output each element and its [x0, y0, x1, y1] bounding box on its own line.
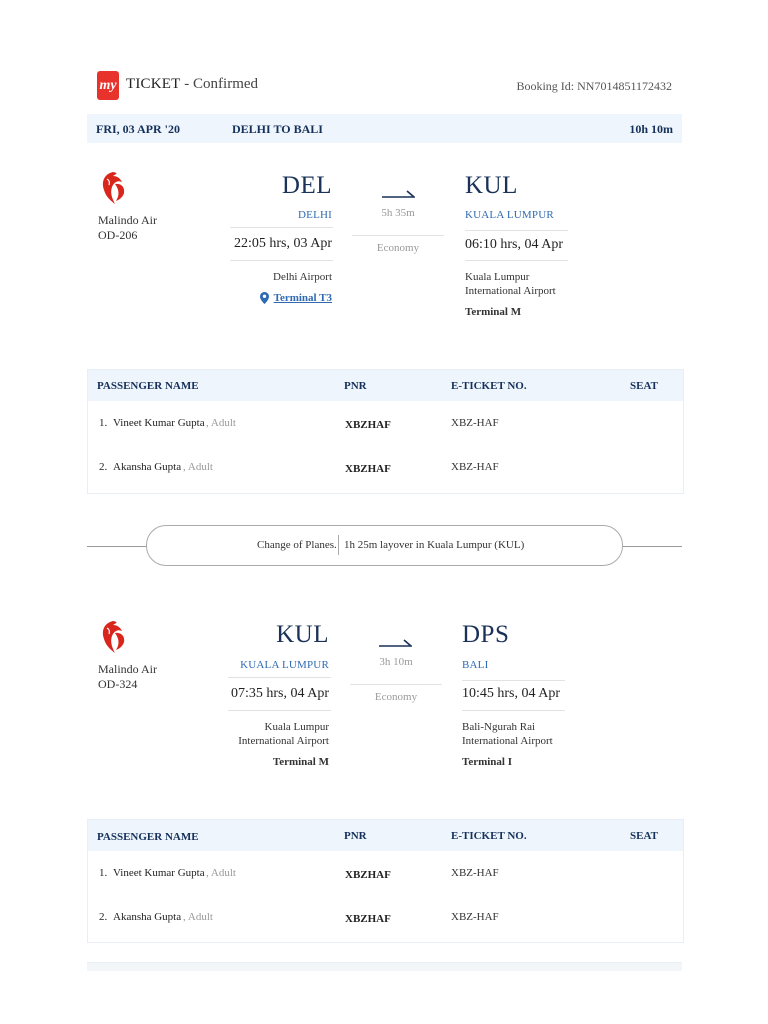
destination-terminal: Terminal M: [465, 306, 522, 318]
destination-airport-line2: International Airport: [465, 285, 556, 297]
layover-line-left: [87, 546, 147, 547]
flight-duration: 3h 10m: [379, 656, 413, 668]
table-row: 2. Akansha Gupta , Adult XBZHAF XBZ-HAF: [99, 911, 499, 925]
pnr-value: XBZHAF: [345, 869, 391, 881]
origin-airport-line2: International Airport: [238, 735, 329, 747]
origin-airport: Delhi Airport: [273, 271, 332, 283]
trip-summary-bar: [87, 114, 682, 143]
pnr-value: XBZHAF: [345, 419, 391, 431]
divider: [228, 677, 331, 678]
malindo-air-logo-icon: [98, 170, 128, 206]
origin-city: KUALA LUMPUR: [240, 659, 329, 671]
flight-segment-1: [0, 165, 768, 375]
divider: [338, 535, 339, 555]
cabin-class: Economy: [376, 242, 420, 254]
col-passenger-name: PASSENGER NAME: [97, 831, 199, 843]
passenger-table-2: [87, 819, 684, 943]
col-seat: SEAT: [630, 830, 658, 842]
flight-segment-2: [0, 614, 768, 824]
passenger-table-1: [87, 369, 684, 494]
destination-code: DPS: [462, 621, 510, 648]
col-pnr: PNR: [344, 830, 367, 842]
divider: [352, 235, 444, 236]
col-seat: SEAT: [630, 380, 658, 392]
layover-banner: [146, 525, 623, 566]
pnr-value: XBZHAF: [345, 913, 391, 925]
passenger-name: Akansha Gupta: [113, 911, 182, 923]
destination-city: BALI: [462, 659, 489, 671]
origin-terminal-link[interactable]: [260, 292, 332, 304]
eticket-value: XBZ-HAF: [451, 417, 499, 429]
eticket-value: XBZ-HAF: [451, 867, 499, 879]
destination-code: KUL: [465, 172, 518, 199]
arrival-time: 10:45 hrs, 04 Apr: [462, 686, 560, 701]
passenger-name: Akansha Gupta: [113, 461, 182, 473]
trip-route: DELHI TO BALI: [232, 122, 323, 136]
eticket-value: XBZ-HAF: [451, 461, 499, 473]
col-eticket: E-TICKET NO.: [451, 830, 527, 842]
airline-name: Malindo Air: [98, 662, 157, 676]
passenger-type: , Adult: [206, 867, 236, 879]
flight-arrow-icon: [378, 637, 412, 647]
divider: [462, 680, 565, 681]
eticket-value: XBZ-HAF: [451, 911, 499, 923]
departure-time: 07:35 hrs, 04 Apr: [231, 686, 329, 701]
ticket-title: [126, 76, 258, 93]
flight-arrow-icon: [381, 188, 415, 198]
destination-airport-line1: Bali-Ngurah Rai: [462, 721, 536, 733]
trip-date: FRI, 03 APR '20: [96, 122, 180, 136]
divider: [228, 710, 331, 711]
malindo-air-logo-icon: [98, 619, 128, 655]
passenger-type: , Adult: [183, 461, 213, 473]
booking-id: Booking Id: NN7014851172432: [516, 79, 672, 93]
divider: [350, 684, 442, 685]
origin-code: DEL: [281, 172, 332, 199]
flight-number: OD-324: [98, 677, 138, 691]
flight-duration: 5h 35m: [381, 207, 415, 219]
ticket-label: TICKET: [126, 76, 181, 92]
divider: [230, 260, 333, 261]
departure-time: 22:05 hrs, 03 Apr: [234, 236, 332, 251]
pnr-value: XBZHAF: [345, 463, 391, 475]
col-pnr: PNR: [344, 380, 367, 392]
layover-line-right: [621, 546, 682, 547]
table-row: 1. Vineet Kumar Gupta , Adult XBZHAF XBZ-HAF: [99, 417, 499, 431]
destination-terminal: Terminal I: [462, 756, 513, 768]
destination-airport-line2: International Airport: [462, 735, 553, 747]
passenger-type: , Adult: [206, 417, 236, 429]
col-eticket: E-TICKET NO.: [451, 380, 527, 392]
col-passenger-name: PASSENGER NAME: [97, 380, 199, 392]
destination-city: KUALA LUMPUR: [465, 209, 554, 221]
next-section-edge: [87, 962, 682, 971]
table-header: [88, 370, 683, 401]
cabin-class: Economy: [374, 691, 418, 703]
divider: [465, 260, 568, 261]
arrival-time: 06:10 hrs, 04 Apr: [465, 237, 563, 252]
table-header: [88, 820, 683, 851]
table-row: 1. Vineet Kumar Gupta , Adult XBZHAF XBZ-HAF: [99, 867, 499, 881]
flight-number: OD-206: [98, 228, 138, 242]
table-row: 2. Akansha Gupta , Adult XBZHAF XBZ-HAF: [99, 461, 499, 475]
origin-terminal[interactable]: Terminal T3: [273, 292, 332, 304]
passenger-name: Vineet Kumar Gupta: [113, 417, 205, 429]
layover-detail: 1h 25m layover in Kuala Lumpur (KUL): [344, 539, 525, 551]
passenger-type: , Adult: [183, 911, 213, 923]
divider: [462, 710, 565, 711]
origin-terminal: Terminal M: [272, 756, 329, 768]
map-pin-icon: [260, 292, 269, 304]
origin-airport-line1: Kuala Lumpur: [264, 721, 329, 733]
layover-label: Change of Planes.: [257, 539, 337, 551]
divider: [465, 230, 568, 231]
destination-airport-line1: Kuala Lumpur: [465, 271, 530, 283]
airline-name: Malindo Air: [98, 213, 157, 227]
origin-city: DELHI: [298, 209, 332, 221]
divider: [230, 227, 333, 228]
makemytrip-logo: my: [97, 71, 119, 100]
ticket-status: - Confirmed: [180, 76, 259, 92]
passenger-name: Vineet Kumar Gupta: [113, 867, 205, 879]
trip-total-duration: 10h 10m: [629, 122, 673, 136]
origin-code: KUL: [276, 621, 329, 648]
